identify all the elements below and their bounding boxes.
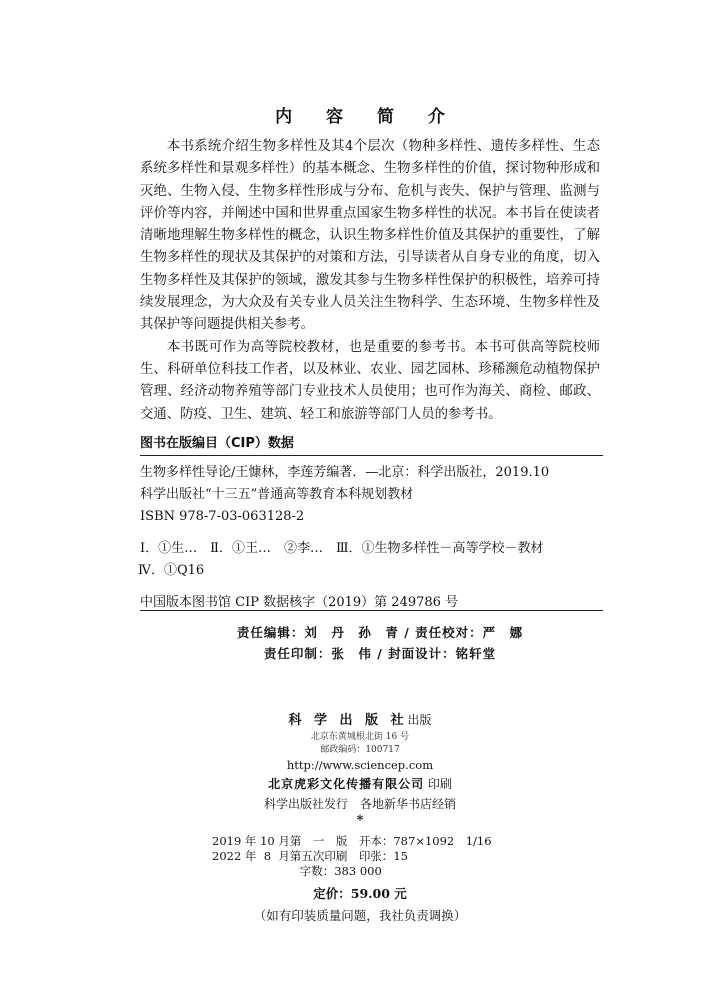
cip-line-record-number: 中国版本图书馆 CIP 数据核字（2019）第 249786 号 [140, 595, 459, 610]
cip-line-citation: 生物多样性导论/王慷林，李莲芳编著．—北京：科学出版社，2019.10 [140, 465, 550, 480]
publisher-name: 科 学 出 版 社 [288, 713, 408, 728]
cip-line-isbn: ISBN 978-7-03-063128-2 [140, 509, 305, 524]
cip-block [140, 462, 610, 614]
printer-name: 北京虎彩文化传播有限公司 [268, 777, 425, 791]
credits-block [0, 622, 720, 664]
publisher-block [0, 710, 720, 828]
edition-line: 2019 年 10 月第 一 版 开本：787×1092 1/16 [212, 834, 492, 848]
word-count-line: 字数：383 000 [212, 864, 382, 878]
page-title: 内 容 简 介 [275, 107, 459, 127]
publisher-name-suffix: 出版 [407, 713, 432, 727]
publisher-address: 北京东黄城根北街 16 号 [310, 732, 410, 742]
cip-line-classification: Ⅰ．①生… Ⅱ．①王… ②李… Ⅲ．①生物多样性－高等学校－教材 [140, 541, 544, 556]
intro-paragraph-2: 本书既可作为高等院校教材，也是重要的参考书。本书可供高等院校师生、科研单位科技工作者，以及林业、农业、园艺园林、珍稀濒危动植物保护管理、经济动物养殖等部门专业技术人员使用；也可作为海关、商检、邮政、交通、防疫、卫生、建筑、轻工和旅游等部门人员的参考书。 [140, 339, 600, 422]
cip-line-series: 科学出版社“十三五”普通高等教育本科规划教材 [140, 487, 414, 502]
intro-paragraph-1: 本书系统介绍生物多样性及其4个层次（物种多样性、遗传多样性、生态系统多样性和景观多样性）的基本概念、生物多样性的价值，探讨物种形成和灭绝、生物入侵、生物多样性形成与分布、危机与丧失、保护与管理、监测与评价等内容，并阐述中国和世界重点国家生物多样性的状况。本书旨在使读者清晰地理解生物多样性的概念，认识生物多样性价值及其保护的重要性，了解生物多样性的现状及其保护的对策和方法，引导读者从自身专业的角度，切入生物多样性及其保护的领域，激发其参与生物多样性保护的积极性，培养可持续发展理念，为大众及有关专业人员关注生物科学、生态环境、生物多样性及其保护等问题提供相关参考。 [140, 139, 600, 333]
cip-heading: 图书在版编目（CIP）数据 [140, 436, 294, 451]
credits-editors: 责任编辑：刘 丹 孙 青 / 责任校对：严 娜 [236, 625, 524, 640]
price: 定价：59.00 元 [313, 886, 407, 901]
distribution-info: 科学出版社发行 各地新华书店经销 [263, 797, 456, 811]
printing-line: 2022 年 8 月第五次印刷 印张：15 [212, 849, 408, 863]
cip-bottom-rule [140, 610, 603, 611]
printer-suffix: 印刷 [427, 777, 452, 791]
intro-section [140, 136, 600, 426]
separator-star: * [356, 813, 364, 828]
quality-note: （如有印装质量问题，我社负责调换） [253, 908, 467, 923]
publisher-website: http://www.sciencep.com [286, 758, 434, 772]
edition-meta [212, 834, 492, 879]
cip-line-classification-cont: Ⅳ．①Q16 [138, 563, 205, 578]
credits-production: 责任印制：张 伟 / 封面设计：铭轩堂 [263, 646, 497, 661]
cip-top-rule [140, 455, 603, 456]
publisher-postcode: 邮政编码：100717 [320, 745, 400, 755]
